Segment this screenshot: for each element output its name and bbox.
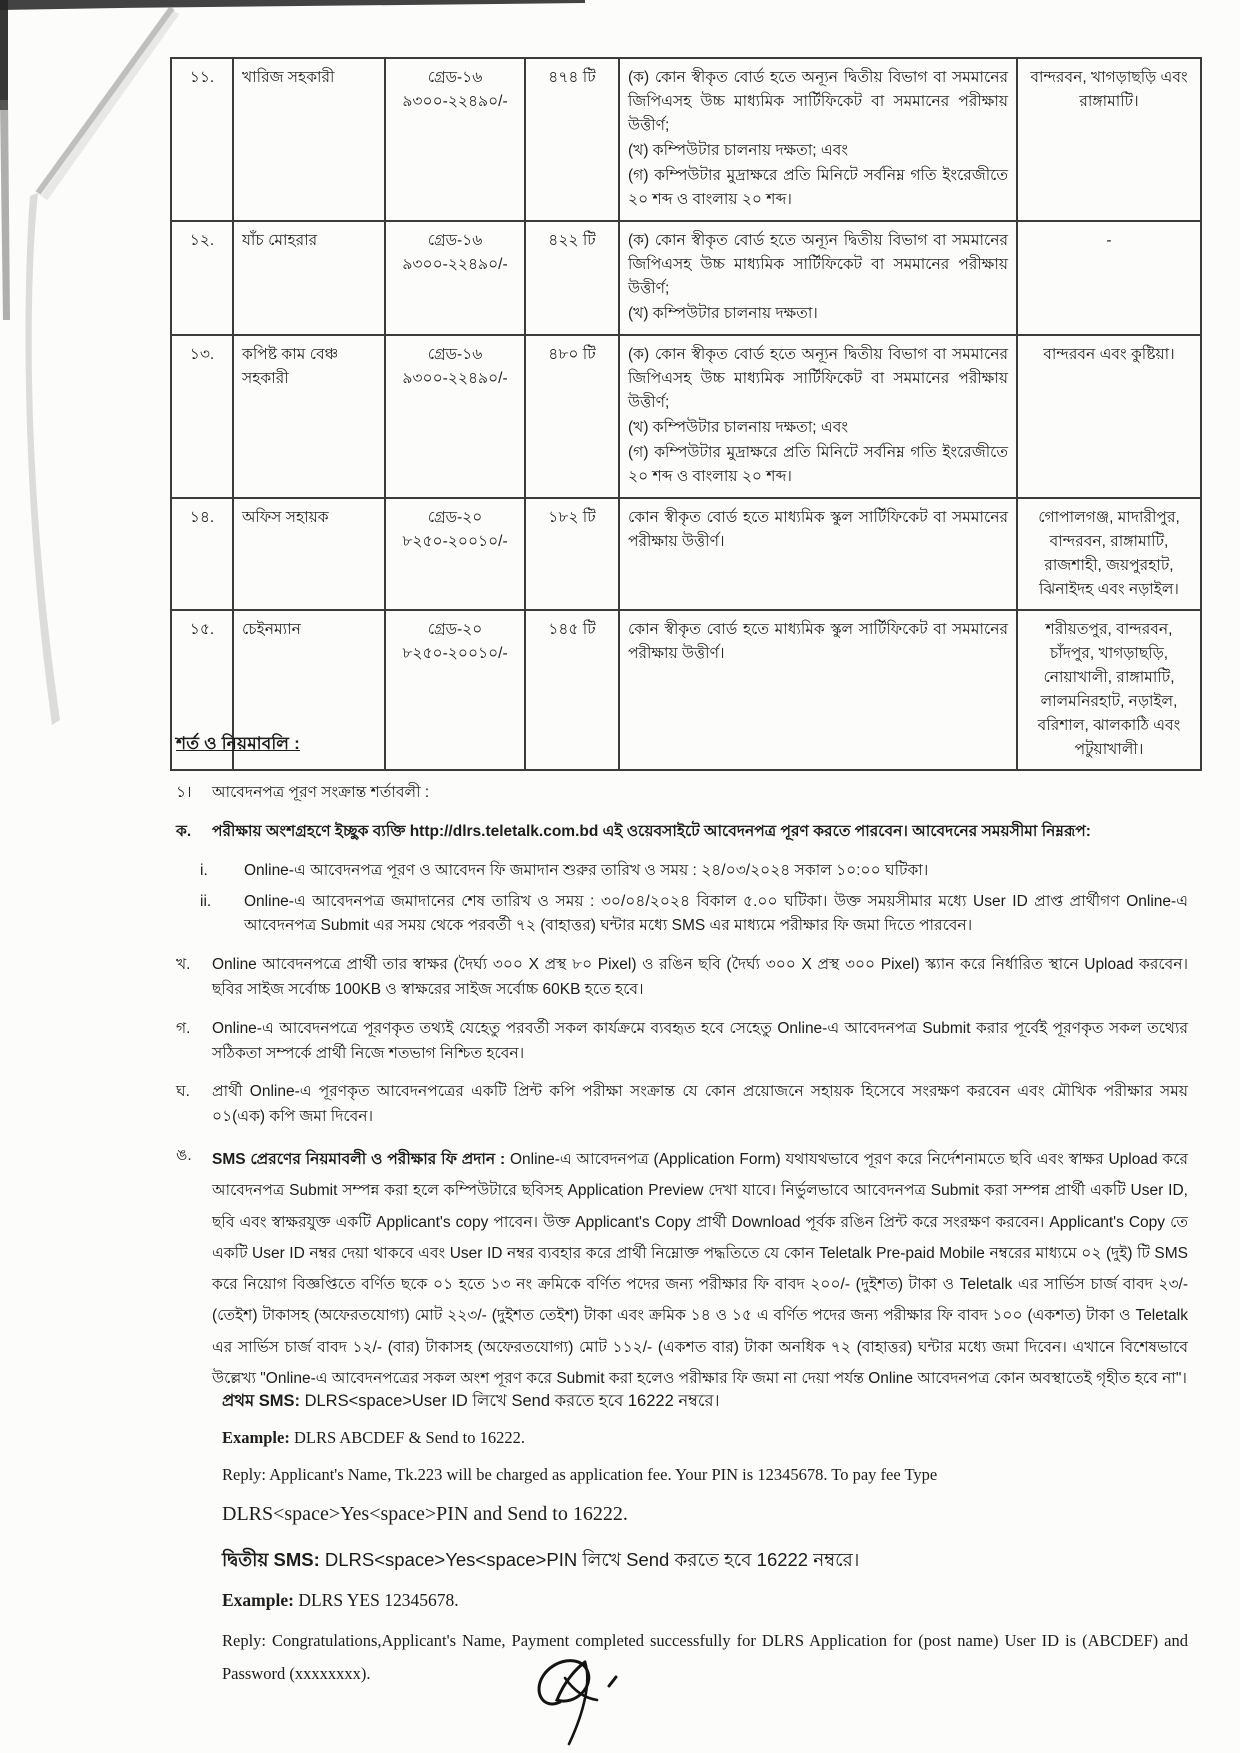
grade-label: গ্রেড-১৬ [427,69,483,86]
position-cell: চেইনম্যান [233,610,385,770]
terms-heading: শর্ত ও নিয়মাবলি : [176,734,300,753]
districts-cell: গোপালগঞ্জ, মাদারীপুর, বান্দরবন, রাঙ্গামাটি, রাজশাহী, জয়পুরহাট, ঝিনাইদহ এবং নড়াইল। [1017,498,1201,610]
qualification-cell: (ক) কোন স্বীকৃত বোর্ড হতে অন্যূন দ্বিতীয় বিভাগ বা সমমানের জিপিএসহ উচ্চ মাধ্যমিক সার্টিফিকেট বা সমমানের পরীক্ষায় উত্তীর্ণ; (খ) কম্পিউটার চালনায় দক্ষতা; এবং (গ) কম্পিউটার মুদ্রাক্ষরে প্রতি মিনিটে সর্বনিম্ন গতি ইংরেজীতে ২০ শব্দ ও বাংলায় ২০ শব্দ। [619,335,1017,498]
qualification-cell: (ক) কোন স্বীকৃত বোর্ড হতে অন্যূন দ্বিতীয় বিভাগ বা সমমানের জিপিএসহ উচ্চ মাধ্যমিক সার্টিফিকেট বা সমমানের পরীক্ষায় উত্তীর্ণ; (খ) কম্পিউটার চালনায় দক্ষতা। [619,221,1017,335]
posts-count-cell: ১৮২ টি [525,498,619,610]
districts-cell: - [1017,221,1201,335]
sms-instructions [222,1388,1188,1703]
position-cell: অফিস সহায়ক [233,498,385,610]
term-subitem-i: i. Online-এ আবেদনপত্র পূরণ ও আবেদন ফি জমাদান শুরুর তারিখ ও সময় : ২৪/০৩/২০২৪ সকাল ১০:০০ ঘটিকা। [200,861,929,879]
table-row [171,58,1201,221]
position-cell: যাঁচ মোহরার [233,221,385,335]
positions-table [170,57,1202,771]
qualification-cell: (ক) কোন স্বীকৃত বোর্ড হতে অন্যূন দ্বিতীয় বিভাগ বা সমমানের জিপিএসহ উচ্চ মাধ্যমিক সার্টিফিকেট বা সমমানের পরীক্ষায় উত্তীর্ণ; (খ) কম্পিউটার চালনায় দক্ষতা; এবং (গ) কম্পিউটার মুদ্রাক্ষরে প্রতি মিনিটে সর্বনিম্ন গতি ইংরেজীতে ২০ শব্দ ও বাংলায় ২০ শব্দ। [619,58,1017,221]
qualification-cell: কোন স্বীকৃত বোর্ড হতে মাধ্যমিক স্কুল সার্টিফিকেট বা সমমানের পরীক্ষায় উত্তীর্ণ। [619,498,1017,610]
term-item-gha: ঘ. প্রার্থী Online-এ পূরণকৃত আবেদনপত্রের একটি প্রিন্ট কপি পরীক্ষা সংক্রান্ত যে কোন প্রয়োজনে সহায়ক হিসেবে সংরক্ষণ করবেন এবং মৌখিক পরীক্ষার সময় ০১(এক) কপি জমা দিবেন। [176,1083,1188,1126]
pay-scale: ৯৩০০-২২৪৯০/- [402,93,508,111]
table-row [171,335,1201,498]
table-row [171,498,1201,610]
term-item-1: ১। আবেদনপত্র পূরণ সংক্রান্ত শর্তাবলী : [176,781,1188,806]
qualification-cell: কোন স্বীকৃত বোর্ড হতে মাধ্যমিক স্কুল সার্টিফিকেট বা সমমানের পরীক্ষায় উত্তীর্ণ। [619,610,1017,770]
districts-cell: বান্দরবন, খাগড়াছড়ি এবং রাঙ্গামাটি। [1017,58,1201,221]
serial-cell: ১১. [171,58,233,221]
posts-count-cell: ৪২২ টি [525,221,619,335]
term-letter: ক. [176,822,192,840]
website-link: পরীক্ষায় অংশগ্রহণে ইচ্ছুক ব্যক্তি http://dlrs.teletalk.com.bd এই ওয়েবসাইটে আবেদনপত্র পূরণ করতে পারবেন। আবেদনের সময়সীমা নিম্নরূপ: [212,822,1091,840]
second-sms-reply: Reply: Congratulations,Applicant's Name, Payment completed successfully for DLRS Application for (post name) User ID is (ABCDEF) and Password (xxxxxxxx). [222,1630,1188,1683]
second-sms-example: Example: DLRS YES 12345678. [222,1589,459,1610]
posts-count-cell: ৪৮০ টি [525,335,619,498]
terms-section [176,730,1188,1408]
term-subitem-ii: ii. Online-এ আবেদনপত্র জমাদানের শেষ তারিখ ও সময় : ৩০/০৪/২০২৪ বিকাল ৫.০০ ঘটিকা। উক্ত সময়সীমার মধ্যে User ID প্রাপ্ত প্রার্থীগণ Online-এ আবেদনপত্র Submit এর সময় থেকে পরবর্তী ৭২ (বাহাত্তর) ঘন্টার মধ্যে SMS এর মাধ্যমে পরীক্ষার ফি জমা দিতে পারবেন। [200,892,1188,935]
grade-cell: গ্রেড-২০ ৮২৫০-২০০১০/- [385,498,525,610]
term-item-ka [176,820,1188,845]
serial-cell: ১২. [171,221,233,335]
districts-cell: বান্দরবন এবং কুষ্টিয়া। [1017,335,1201,498]
position-cell: খারিজ সহকারী [233,58,385,221]
first-sms-line: প্রথম SMS: DLRS<space>User ID লিখে Send করতে হবে 16222 নম্বরে। [222,1392,720,1410]
posts-count-cell: ৪৭৪ টি [525,58,619,221]
table-row [171,221,1201,335]
term-item-kha: খ. Online আবেদনপত্রে প্রার্থী তার স্বাক্ষর (দৈর্ঘ্য ৩০০ X প্রস্থ ৮০ Pixel) ও রঙিন ছবি (দৈর্ঘ্য ৩০০ X প্রস্থ ৩০০ Pixel) স্ক্যান করে নির্ধারিত স্থানে Upload করবেন। ছবির সাইজ সর্বোচ্চ 100KB ও স্বাক্ষরের সাইজ সর্বোচ্চ 60KB হতে হবে। [176,956,1188,998]
second-sms-line: দ্বিতীয় SMS: DLRS<space>Yes<space>PIN লিখে Send করতে হবে 16222 নম্বরে। [222,1548,860,1570]
first-sms-reply-continued: DLRS<space>Yes<space>PIN and Send to 16222. [222,1502,628,1525]
serial-cell: ১৪. [171,498,233,610]
posts-count-cell: ১৪৫ টি [525,610,619,770]
grade-cell: গ্রেড-২০ ৮২৫০-২০০১০/- [385,610,525,770]
term-number: ১। [176,784,192,802]
position-cell: কপিষ্ট কাম বেঞ্চ সহকারী [233,335,385,498]
districts-cell: শরীয়তপুর, বান্দরবন, চাঁদপুর, খাগড়াছড়ি, নোয়াখালী, রাঙ্গামাটি, লালমনিরহাট, নড়াইল, বরিশাল, ঝালকাঠি এবং পটুয়াখালী। [1017,610,1201,770]
term-item-uma-sms-rules: ঙ. SMS প্রেরণের নিয়মাবলী ও পরীক্ষার ফি প্রদান : Online-এ আবেদনপত্র (Application Form) যথাযথভাবে পূরণ করে নির্দেশনামতে ছবি এবং স্বাক্ষর Upload করে আবেদনপত্র Submit সম্পন্ন করা হলে কম্পিউটারে ছবিসহ Application Preview দেখা যাবে। নির্ভুলভাবে আবেদনপত্র Submit করা সম্পন্ন প্রার্থী একটি User ID, ছবি এবং স্বাক্ষরযুক্ত একটি Applicant's copy পাবেন। উক্ত Applicant's Copy প্রার্থী Download পূর্বক রঙিন প্রিন্ট করে সংরক্ষণ করবেন। Applicant's Copy তে একটি User ID নম্বর দেয়া থাকবে এবং User ID নম্বর ব্যবহার করে প্রার্থী নিম্নোক্ত পদ্ধতিতে যে কোন Teletalk Pre-paid Mobile নম্বরের মাধ্যমে ০২ (দুই) টি SMS করে নিয়োগ বিজ্ঞপ্তিতে বর্ণিত ছকে ০১ হতে ১৩ নং ক্রমিকে বর্ণিত পদের জন্য পরীক্ষার ফি বাবদ ২০০/- (দুইশত) টাকা ও Teletalk এর সার্ভিস চার্জ বাবদ ২৩/- (তেইশ) টাকাসহ (অফেরতযোগ্য) মোট ২২৩/- (দুইশত তেইশ) টাকা এবং ক্রমিক ১৪ ও ১৫ এ বর্ণিত পদের জন্য পরীক্ষার ফি বাবদ ১০০ (একশত) টাকা ও Teletalk এর সার্ভিস চার্জ বাবদ ১২/- (বার) টাকাসহ (অফেরতযোগ্য) মোট ১১২/- (একশত বার) টাকা অনধিক ৭২ (বাহাত্তর) ঘন্টার মধ্যে জমা দিবেন। এখানে বিশেষভাবে উল্লেখ্য "Online-এ আবেদনপত্রের সকল অংশ পূরণ করে Submit করা হলেও পরীক্ষার ফি জমা না দেয়া পর্যন্ত Online আবেদনপত্র কোন অবস্থাতেই গৃহীত হবে না"। [176,1146,1189,1388]
sms-rules-lead: SMS প্রেরণের নিয়মাবলী ও পরীক্ষার ফি প্রদান : [212,1150,506,1168]
grade-cell: গ্রেড-১৬ ৯৩০০-২২৪৯০/- [385,221,525,335]
first-sms-reply: Reply: Applicant's Name, Tk.223 will be charged as application fee. Your PIN is 12345678. To pay fee Type [222,1465,938,1484]
grade-cell: গ্রেড-১৬ ৯৩০০-২২৪৯০/- [385,335,525,498]
first-sms-example: Example: DLRS ABCDEF & Send to 16222. [222,1428,526,1447]
signature-mark [505,1640,705,1753]
grade-cell [385,58,525,221]
serial-cell: ১৫. [171,610,233,770]
term-item-ga: গ. Online-এ আবেদনপত্রে পূরণকৃত তথ্যই যেহেতু পরবর্তী সকল কার্যক্রমে ব্যবহৃত হবে সেহেতু Online-এ আবেদনপত্র Submit করার পূর্বেই পূরণকৃত সকল তথ্যের সঠিকতা সম্পর্কে প্রার্থী নিজে শতভাগ নিশ্চিত হবেন। [176,1019,1188,1062]
serial-cell: ১৩. [171,335,233,498]
